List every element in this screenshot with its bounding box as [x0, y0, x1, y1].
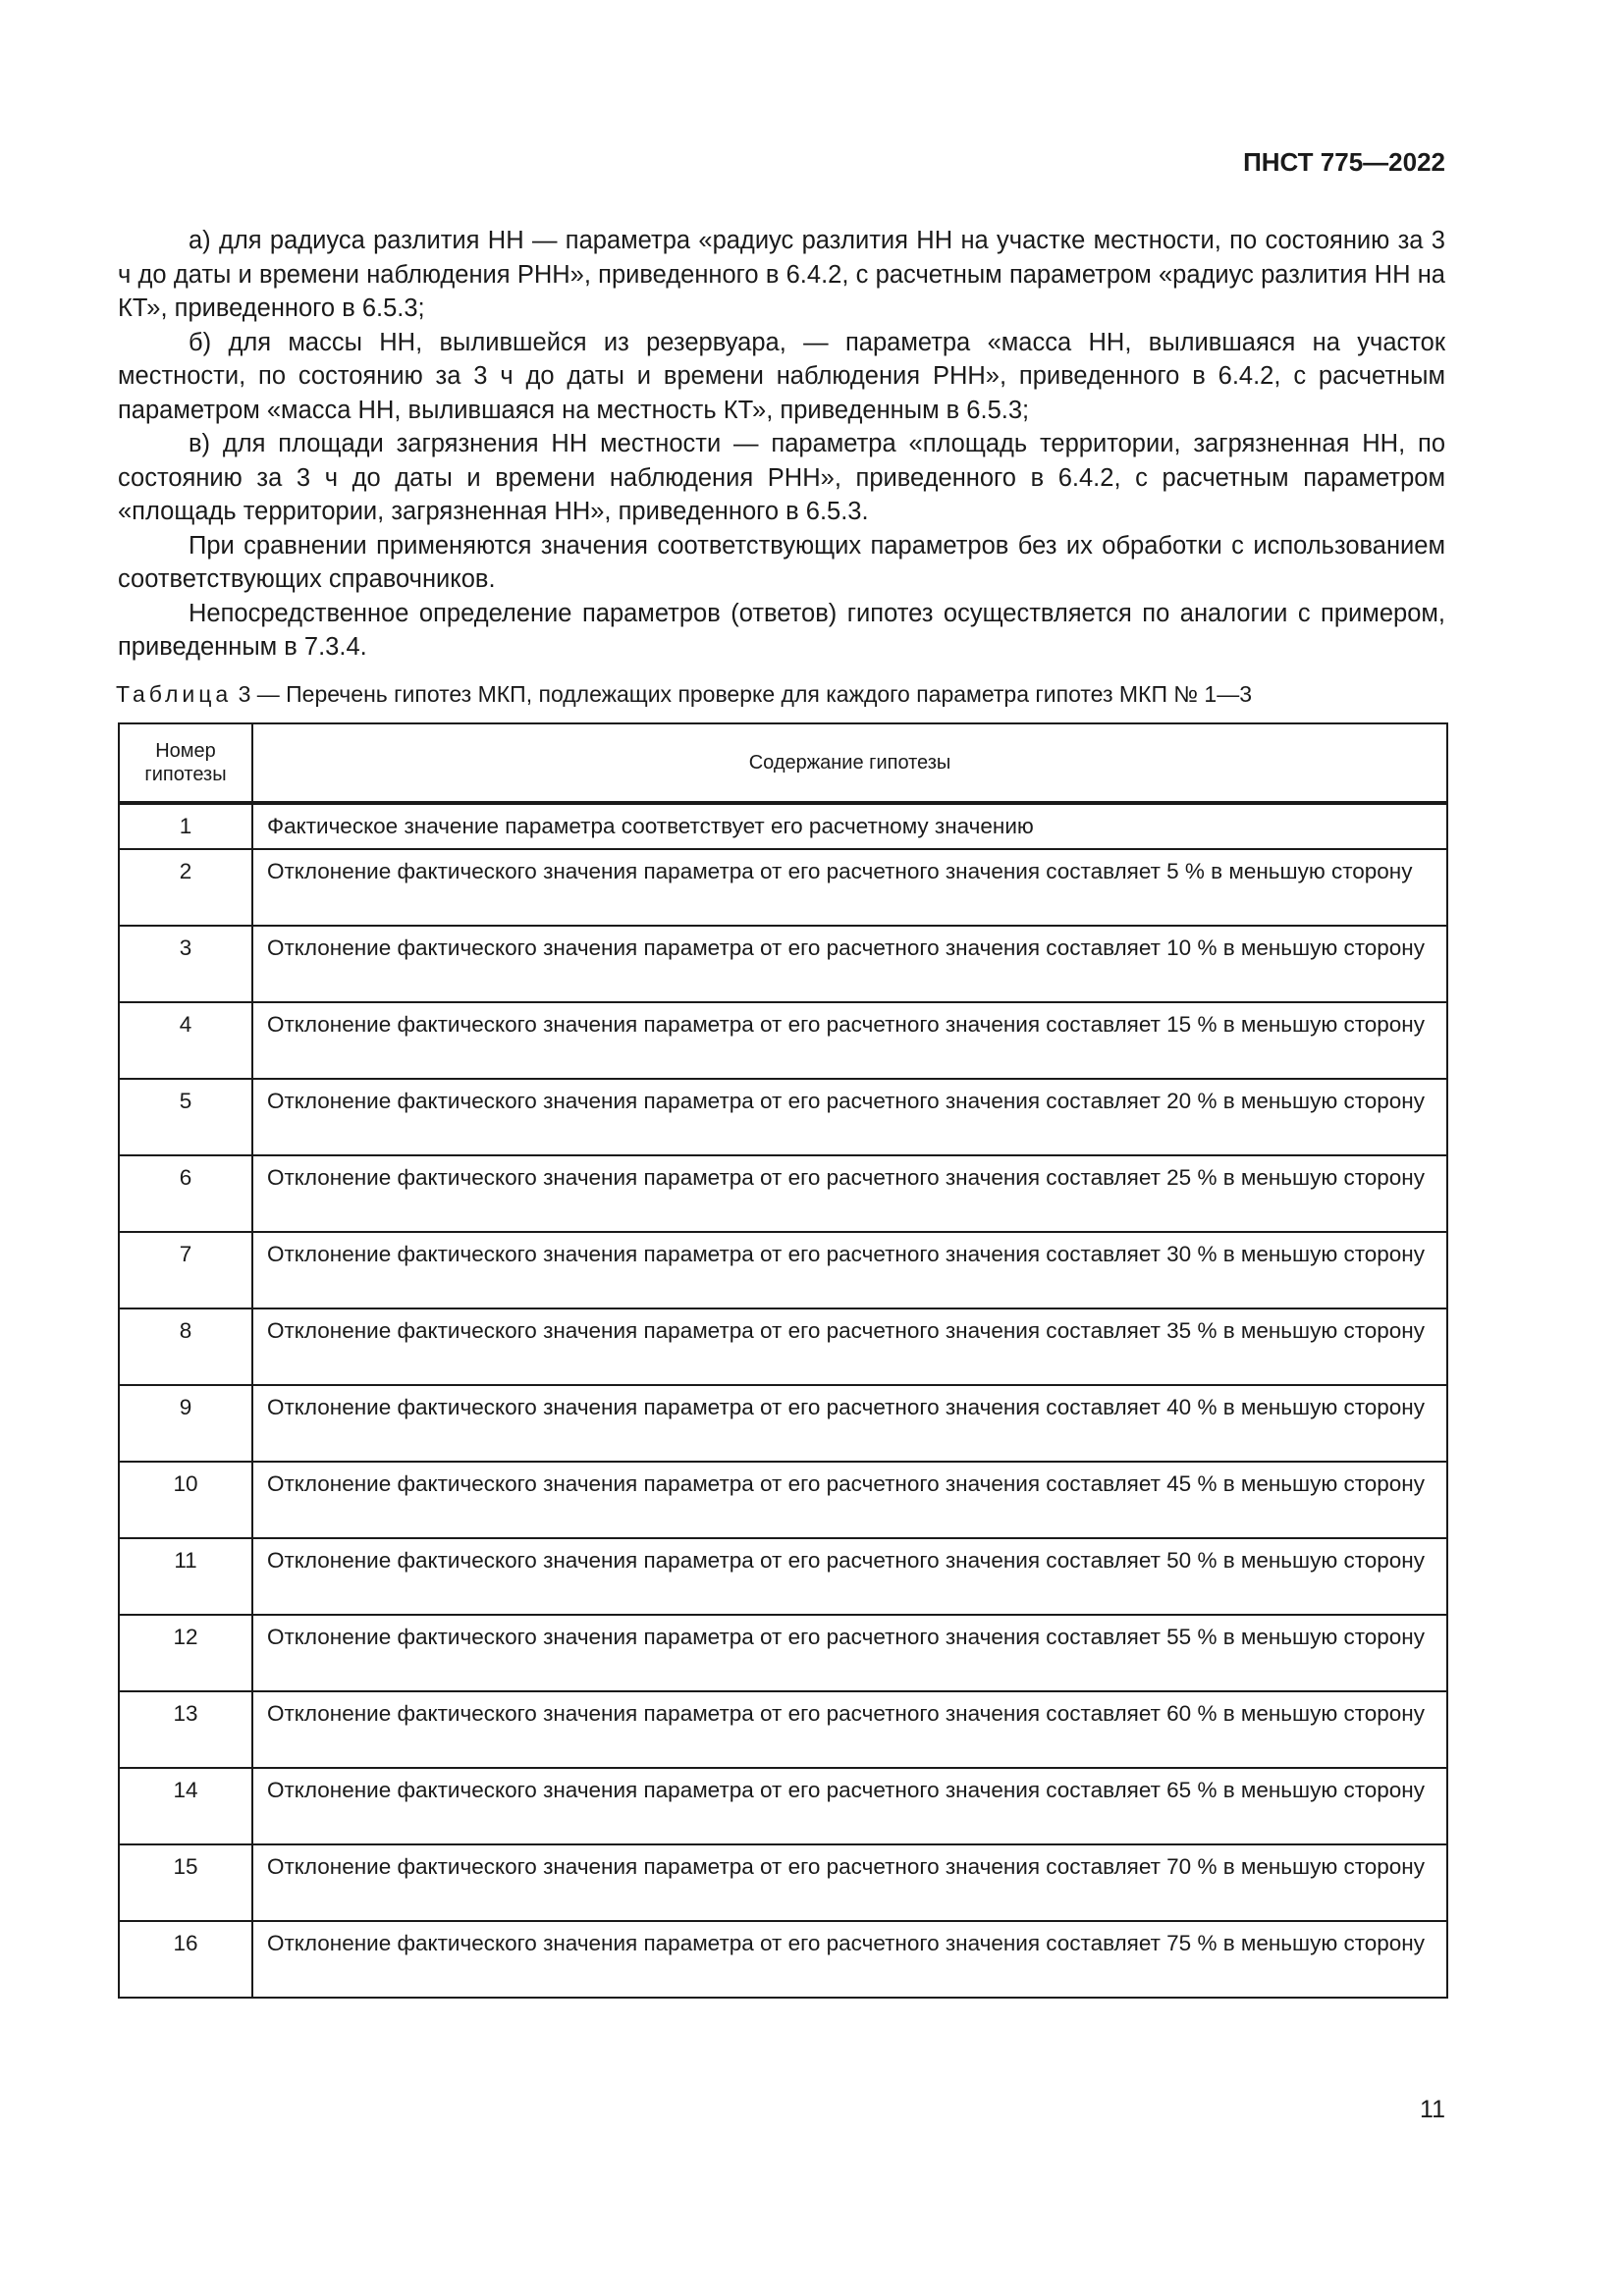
hypothesis-text: Отклонение фактического значения параметра от его расчетного значения составляет 60 % в меньшую сторону [252, 1691, 1447, 1768]
hypothesis-text: Отклонение фактического значения параметра от его расчетного значения составляет 15 % в меньшую сторону [252, 1002, 1447, 1079]
table-row [119, 1232, 1447, 1308]
hypothesis-number: 10 [119, 1462, 252, 1538]
hypothesis-number: 16 [119, 1921, 252, 1998]
hypothesis-number: 7 [119, 1232, 252, 1308]
paragraph-b: б) для массы НН, вылившейся из резервуара, — параметра «масса НН, вылившаяся на участок местности, по состоянию за 3 ч до даты и времени наблюдения РНН», приведенного в 6.4.2, с расчетным параметром «масса НН, вылившаяся на местность КТ», приведенным в 6.5.3; [118, 328, 1445, 424]
hypothesis-number: 9 [119, 1385, 252, 1462]
paragraph-a: а) для радиуса разлития НН — параметра «радиус разлития НН на участке местности, по состоянию за 3 ч до даты и времени наблюдения РНН», приведенного в 6.4.2, с расчетным параметром «радиус разлития НН на КТ», приведенного в 6.5.3; [118, 227, 1445, 322]
table-caption [116, 679, 1451, 709]
hypothesis-number: 4 [119, 1002, 252, 1079]
hypothesis-text: Отклонение фактического значения параметра от его расчетного значения составляет 55 % в меньшую сторону [252, 1615, 1447, 1691]
hypothesis-text: Отклонение фактического значения параметра от его расчетного значения составляет 45 % в меньшую сторону [252, 1462, 1447, 1538]
page-number: 11 [1420, 2096, 1445, 2123]
hypothesis-number: 8 [119, 1308, 252, 1385]
table-header-row [119, 723, 1447, 803]
hypothesis-number: 13 [119, 1691, 252, 1768]
document-code: ПНСТ 775—2022 [1243, 147, 1445, 177]
paragraph-c: в) для площади загрязнения НН местности — параметра «площадь территории, загрязненная НН, по состоянию за 3 ч до даты и времени наблюдения РНН», приведенного в 6.4.2, с расчетным параметром «площадь территории, загрязненная НН», приведенного в 6.5.3. [118, 430, 1445, 525]
table-row [119, 1691, 1447, 1768]
hypothesis-text: Отклонение фактического значения параметра от его расчетного значения составляет 35 % в меньшую сторону [252, 1308, 1447, 1385]
hypothesis-number: 15 [119, 1844, 252, 1921]
hypothesis-text: Отклонение фактического значения параметра от его расчетного значения составляет 20 % в меньшую сторону [252, 1079, 1447, 1155]
table-row [119, 1079, 1447, 1155]
hypothesis-number: 6 [119, 1155, 252, 1232]
hypothesis-text: Отклонение фактического значения параметра от его расчетного значения составляет 40 % в меньшую сторону [252, 1385, 1447, 1462]
hypothesis-number: 3 [119, 926, 252, 1002]
paragraph-definition: Непосредственное определение параметров (ответов) гипотез осуществляется по аналогии с примером, приведенным в 7.3.4. [118, 599, 1445, 661]
table-row [119, 1385, 1447, 1462]
hypothesis-text: Отклонение фактического значения параметра от его расчетного значения составляет 25 % в меньшую сторону [252, 1155, 1447, 1232]
table-row [119, 1538, 1447, 1615]
hypothesis-text: Отклонение фактического значения параметра от его расчетного значения составляет 70 % в меньшую сторону [252, 1844, 1447, 1921]
hypothesis-text: Отклонение фактического значения параметра от его расчетного значения составляет 50 % в меньшую сторону [252, 1538, 1447, 1615]
header-hypothesis-content: Содержание гипотезы [252, 723, 1447, 803]
table-row [119, 1462, 1447, 1538]
hypothesis-number: 11 [119, 1538, 252, 1615]
hypothesis-number: 12 [119, 1615, 252, 1691]
hypothesis-number: 1 [119, 803, 252, 849]
table-row [119, 1308, 1447, 1385]
table-row [119, 1615, 1447, 1691]
hypothesis-number: 2 [119, 849, 252, 926]
hypothesis-text: Отклонение фактического значения параметра от его расчетного значения составляет 30 % в меньшую сторону [252, 1232, 1447, 1308]
table-row [119, 803, 1447, 849]
table-row [119, 1768, 1447, 1844]
hypotheses-table [118, 722, 1448, 1999]
hypothesis-text: Отклонение фактического значения параметра от его расчетного значения составляет 65 % в меньшую сторону [252, 1768, 1447, 1844]
body-text [118, 224, 1445, 665]
table-caption-text: 3 — Перечень гипотез МКП, подлежащих проверке для каждого параметра гипотез МКП № 1—3 [232, 681, 1253, 707]
table-row [119, 1155, 1447, 1232]
hypothesis-text: Фактическое значение параметра соответствует его расчетному значению [252, 803, 1447, 849]
table-caption-label: Таблица [116, 681, 233, 707]
table-row [119, 1921, 1447, 1998]
table-row [119, 849, 1447, 926]
table-row [119, 1002, 1447, 1079]
hypothesis-text: Отклонение фактического значения параметра от его расчетного значения составляет 5 % в меньшую сторону [252, 849, 1447, 926]
paragraph-comparison: При сравнении применяются значения соответствующих параметров без их обработки с использованием соответствующих справочников. [118, 531, 1445, 593]
table-row [119, 1844, 1447, 1921]
hypothesis-text: Отклонение фактического значения параметра от его расчетного значения составляет 75 % в меньшую сторону [252, 1921, 1447, 1998]
table-row [119, 926, 1447, 1002]
hypothesis-text: Отклонение фактического значения параметра от его расчетного значения составляет 10 % в меньшую сторону [252, 926, 1447, 1002]
header-hypothesis-number: Номер гипотезы [119, 723, 252, 803]
hypothesis-number: 14 [119, 1768, 252, 1844]
hypothesis-number: 5 [119, 1079, 252, 1155]
